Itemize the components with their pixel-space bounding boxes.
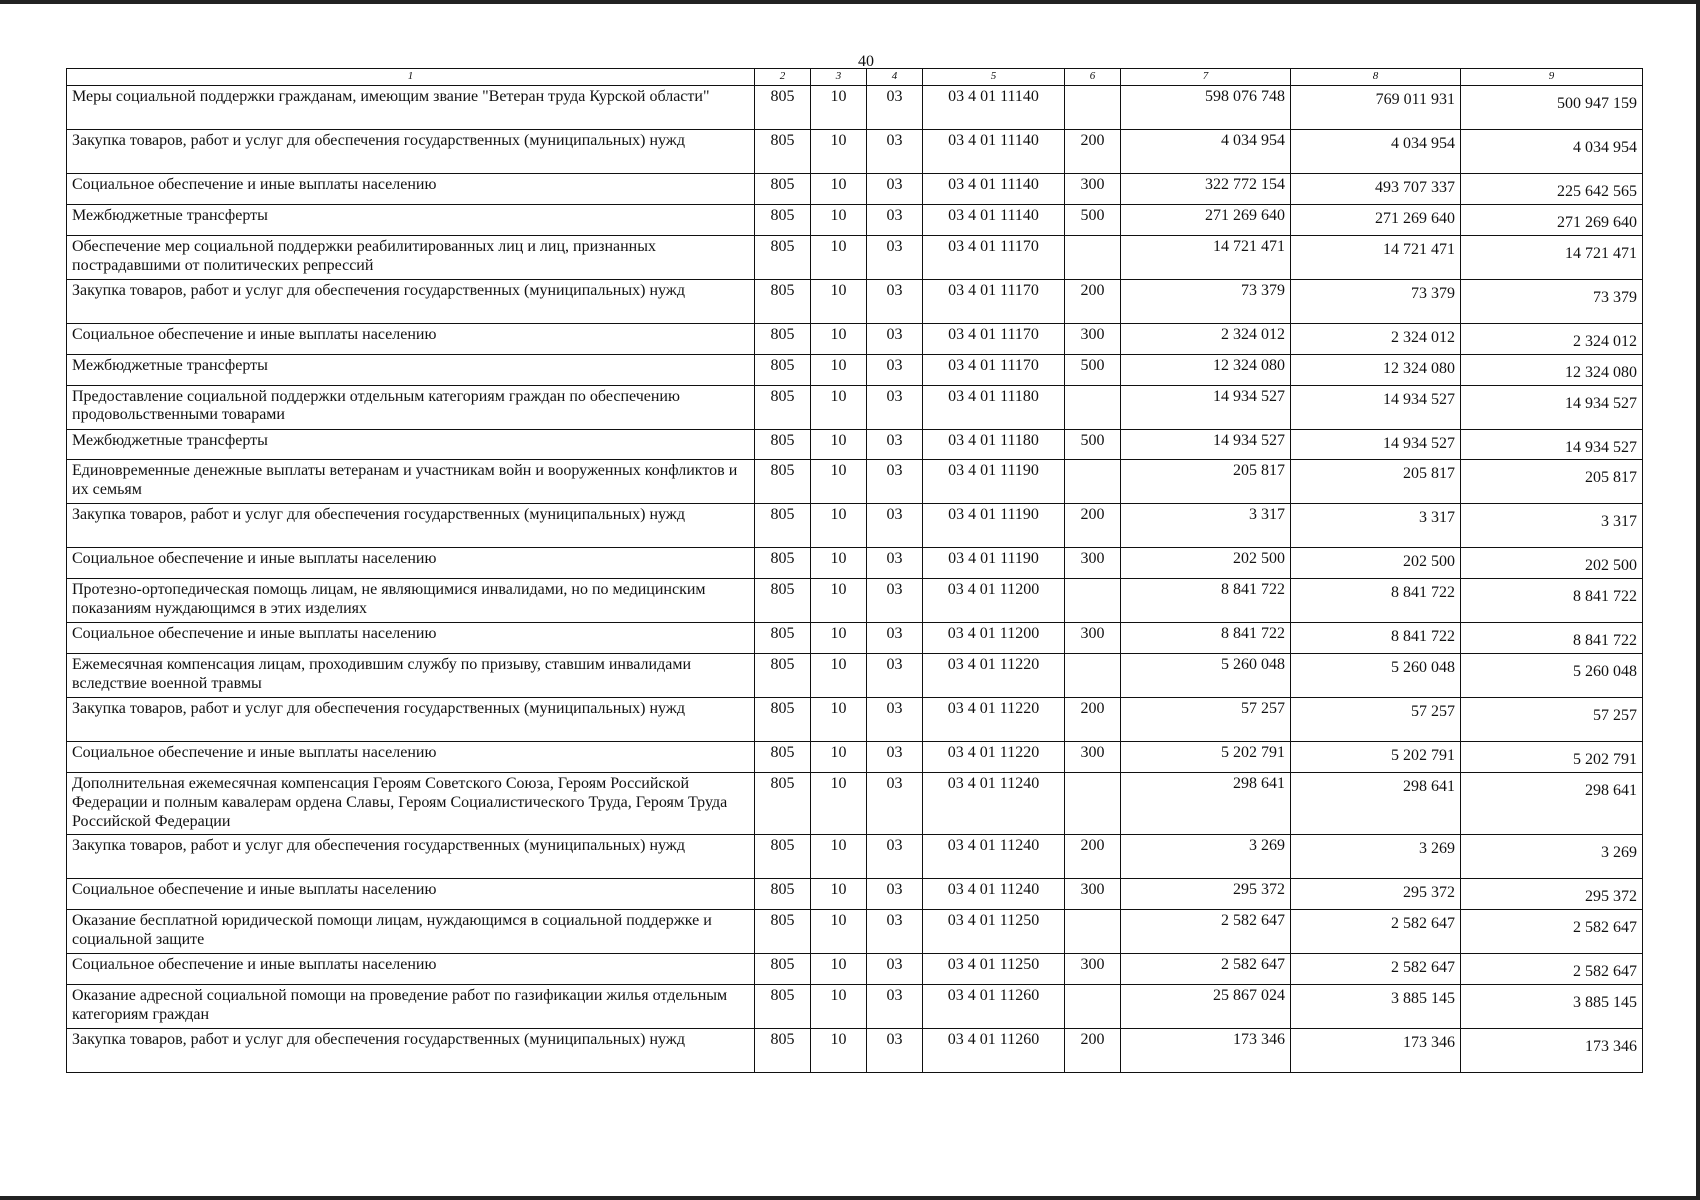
- amount-col9: 5 260 048: [1461, 654, 1643, 698]
- admin-code: 805: [755, 835, 811, 879]
- section-code: 10: [811, 548, 867, 579]
- admin-code: 805: [755, 654, 811, 698]
- admin-code: 805: [755, 460, 811, 504]
- expense-type-code: 300: [1065, 623, 1121, 654]
- amount-col7: 598 076 748: [1121, 86, 1291, 130]
- amount-col7: 14 934 527: [1121, 429, 1291, 460]
- col-header: 6: [1065, 69, 1121, 86]
- target-article-code: 03 4 01 11170: [923, 279, 1065, 323]
- table-row: [67, 86, 1643, 130]
- target-article-code: 03 4 01 11240: [923, 879, 1065, 910]
- amount-col7: 14 721 471: [1121, 235, 1291, 279]
- admin-code: 805: [755, 174, 811, 205]
- amount-col7: 57 257: [1121, 698, 1291, 742]
- table-row: [67, 773, 1643, 835]
- amount-col9: 271 269 640: [1461, 204, 1643, 235]
- target-article-code: 03 4 01 11140: [923, 130, 1065, 174]
- expense-type-code: 500: [1065, 429, 1121, 460]
- row-name: Социальное обеспечение и иные выплаты населению: [67, 548, 755, 579]
- table-row: [67, 504, 1643, 548]
- admin-code: 805: [755, 909, 811, 953]
- admin-code: 805: [755, 354, 811, 385]
- admin-code: 805: [755, 579, 811, 623]
- admin-code: 805: [755, 86, 811, 130]
- amount-col8: 12 324 080: [1291, 354, 1461, 385]
- table-row: [67, 130, 1643, 174]
- section-code: 10: [811, 909, 867, 953]
- amount-col7: 298 641: [1121, 773, 1291, 835]
- section-code: 10: [811, 385, 867, 429]
- budget-table: [66, 68, 1643, 1073]
- amount-col9: 2 582 647: [1461, 909, 1643, 953]
- expense-type-code: [1065, 654, 1121, 698]
- table-row: [67, 323, 1643, 354]
- amount-col8: 57 257: [1291, 698, 1461, 742]
- target-article-code: 03 4 01 11140: [923, 86, 1065, 130]
- expense-type-code: 500: [1065, 204, 1121, 235]
- section-code: 10: [811, 742, 867, 773]
- amount-col8: 3 317: [1291, 504, 1461, 548]
- table-body: [67, 86, 1643, 1073]
- section-code: 10: [811, 879, 867, 910]
- target-article-code: 03 4 01 11190: [923, 460, 1065, 504]
- amount-col7: 14 934 527: [1121, 385, 1291, 429]
- expense-type-code: [1065, 909, 1121, 953]
- amount-col8: 5 260 048: [1291, 654, 1461, 698]
- expense-type-code: 200: [1065, 130, 1121, 174]
- table-row: [67, 835, 1643, 879]
- table-row: [67, 879, 1643, 910]
- subsection-code: 03: [867, 460, 923, 504]
- target-article-code: 03 4 01 11250: [923, 953, 1065, 984]
- amount-col8: 73 379: [1291, 279, 1461, 323]
- admin-code: 805: [755, 130, 811, 174]
- row-name: Социальное обеспечение и иные выплаты населению: [67, 174, 755, 205]
- amount-col8: 5 202 791: [1291, 742, 1461, 773]
- amount-col8: 295 372: [1291, 879, 1461, 910]
- amount-col9: 8 841 722: [1461, 579, 1643, 623]
- section-code: 10: [811, 354, 867, 385]
- expense-type-code: [1065, 385, 1121, 429]
- amount-col7: 202 500: [1121, 548, 1291, 579]
- scan-edge-top: [0, 0, 1700, 4]
- table-row: [67, 984, 1643, 1028]
- amount-col8: 14 934 527: [1291, 429, 1461, 460]
- amount-col7: 2 582 647: [1121, 953, 1291, 984]
- amount-col8: 493 707 337: [1291, 174, 1461, 205]
- amount-col9: 2 582 647: [1461, 953, 1643, 984]
- target-article-code: 03 4 01 11170: [923, 354, 1065, 385]
- target-article-code: 03 4 01 11250: [923, 909, 1065, 953]
- target-article-code: 03 4 01 11240: [923, 773, 1065, 835]
- amount-col8: 3 885 145: [1291, 984, 1461, 1028]
- admin-code: 805: [755, 984, 811, 1028]
- subsection-code: 03: [867, 579, 923, 623]
- amount-col9: 3 317: [1461, 504, 1643, 548]
- target-article-code: 03 4 01 11190: [923, 504, 1065, 548]
- subsection-code: 03: [867, 623, 923, 654]
- section-code: 10: [811, 698, 867, 742]
- table-row: [67, 235, 1643, 279]
- expense-type-code: [1065, 579, 1121, 623]
- section-code: 10: [811, 279, 867, 323]
- expense-type-code: 300: [1065, 879, 1121, 910]
- table-row: [67, 279, 1643, 323]
- subsection-code: 03: [867, 879, 923, 910]
- row-name: Социальное обеспечение и иные выплаты населению: [67, 742, 755, 773]
- col-header: 9: [1461, 69, 1643, 86]
- col-header: 1: [67, 69, 755, 86]
- row-name: Социальное обеспечение и иные выплаты населению: [67, 879, 755, 910]
- section-code: 10: [811, 130, 867, 174]
- row-name: Оказание бесплатной юридической помощи лицам, нуждающимся в социальной поддержке и социальной защите: [67, 909, 755, 953]
- amount-col8: 202 500: [1291, 548, 1461, 579]
- column-number-row: [67, 69, 1643, 86]
- row-name: Закупка товаров, работ и услуг для обеспечения государственных (муниципальных) нужд: [67, 279, 755, 323]
- target-article-code: 03 4 01 11260: [923, 984, 1065, 1028]
- subsection-code: 03: [867, 698, 923, 742]
- admin-code: 805: [755, 429, 811, 460]
- scan-edge-bottom: [0, 1196, 1700, 1200]
- table-row: [67, 579, 1643, 623]
- subsection-code: 03: [867, 909, 923, 953]
- amount-col8: 8 841 722: [1291, 623, 1461, 654]
- target-article-code: 03 4 01 11140: [923, 174, 1065, 205]
- amount-col9: 500 947 159: [1461, 86, 1643, 130]
- amount-col7: 5 202 791: [1121, 742, 1291, 773]
- expense-type-code: 200: [1065, 279, 1121, 323]
- admin-code: 805: [755, 879, 811, 910]
- subsection-code: 03: [867, 235, 923, 279]
- col-header: 8: [1291, 69, 1461, 86]
- section-code: 10: [811, 86, 867, 130]
- expense-type-code: [1065, 86, 1121, 130]
- row-name: Социальное обеспечение и иные выплаты населению: [67, 323, 755, 354]
- target-article-code: 03 4 01 11220: [923, 654, 1065, 698]
- admin-code: 805: [755, 204, 811, 235]
- amount-col8: 205 817: [1291, 460, 1461, 504]
- subsection-code: 03: [867, 323, 923, 354]
- table-row: [67, 548, 1643, 579]
- row-name: Социальное обеспечение и иные выплаты населению: [67, 623, 755, 654]
- amount-col7: 173 346: [1121, 1028, 1291, 1072]
- section-code: 10: [811, 984, 867, 1028]
- admin-code: 805: [755, 623, 811, 654]
- target-article-code: 03 4 01 11200: [923, 579, 1065, 623]
- amount-col7: 3 317: [1121, 504, 1291, 548]
- amount-col9: 14 721 471: [1461, 235, 1643, 279]
- amount-col9: 14 934 527: [1461, 429, 1643, 460]
- section-code: 10: [811, 835, 867, 879]
- section-code: 10: [811, 323, 867, 354]
- subsection-code: 03: [867, 548, 923, 579]
- admin-code: 805: [755, 698, 811, 742]
- row-name: Межбюджетные трансферты: [67, 429, 755, 460]
- col-header: 2: [755, 69, 811, 86]
- target-article-code: 03 4 01 11140: [923, 204, 1065, 235]
- expense-type-code: 200: [1065, 835, 1121, 879]
- amount-col7: 295 372: [1121, 879, 1291, 910]
- col-header: 3: [811, 69, 867, 86]
- amount-col7: 2 582 647: [1121, 909, 1291, 953]
- amount-col9: 295 372: [1461, 879, 1643, 910]
- subsection-code: 03: [867, 953, 923, 984]
- table-row: [67, 1028, 1643, 1072]
- row-name: Межбюджетные трансферты: [67, 354, 755, 385]
- expense-type-code: 200: [1065, 504, 1121, 548]
- target-article-code: 03 4 01 11240: [923, 835, 1065, 879]
- target-article-code: 03 4 01 11190: [923, 548, 1065, 579]
- amount-col7: 4 034 954: [1121, 130, 1291, 174]
- expense-type-code: 300: [1065, 742, 1121, 773]
- amount-col8: 2 582 647: [1291, 909, 1461, 953]
- amount-col8: 271 269 640: [1291, 204, 1461, 235]
- amount-col9: 173 346: [1461, 1028, 1643, 1072]
- amount-col9: 8 841 722: [1461, 623, 1643, 654]
- admin-code: 805: [755, 953, 811, 984]
- amount-col9: 298 641: [1461, 773, 1643, 835]
- expense-type-code: 200: [1065, 1028, 1121, 1072]
- amount-col7: 8 841 722: [1121, 623, 1291, 654]
- amount-col8: 298 641: [1291, 773, 1461, 835]
- amount-col9: 14 934 527: [1461, 385, 1643, 429]
- subsection-code: 03: [867, 204, 923, 235]
- amount-col7: 271 269 640: [1121, 204, 1291, 235]
- amount-col7: 12 324 080: [1121, 354, 1291, 385]
- amount-col9: 205 817: [1461, 460, 1643, 504]
- row-name: Меры социальной поддержки гражданам, имеющим звание "Ветеран труда Курской области": [67, 86, 755, 130]
- amount-col7: 5 260 048: [1121, 654, 1291, 698]
- amount-col8: 769 011 931: [1291, 86, 1461, 130]
- row-name: Закупка товаров, работ и услуг для обеспечения государственных (муниципальных) нужд: [67, 835, 755, 879]
- row-name: Дополнительная ежемесячная компенсация Героям Советского Союза, Героям Российской Федерации и полным кавалерам ордена Славы, Героям Социалистического Труда, Героям Труда Российской Федерации: [67, 773, 755, 835]
- admin-code: 805: [755, 1028, 811, 1072]
- subsection-code: 03: [867, 835, 923, 879]
- expense-type-code: 300: [1065, 323, 1121, 354]
- table-row: [67, 174, 1643, 205]
- subsection-code: 03: [867, 654, 923, 698]
- section-code: 10: [811, 1028, 867, 1072]
- amount-col7: 2 324 012: [1121, 323, 1291, 354]
- amount-col9: 202 500: [1461, 548, 1643, 579]
- target-article-code: 03 4 01 11180: [923, 385, 1065, 429]
- target-article-code: 03 4 01 11200: [923, 623, 1065, 654]
- scan-edge-right: [1696, 0, 1700, 1200]
- row-name: Социальное обеспечение и иные выплаты населению: [67, 953, 755, 984]
- col-header: 5: [923, 69, 1065, 86]
- expense-type-code: [1065, 984, 1121, 1028]
- amount-col7: 73 379: [1121, 279, 1291, 323]
- section-code: 10: [811, 204, 867, 235]
- table-row: [67, 204, 1643, 235]
- section-code: 10: [811, 579, 867, 623]
- amount-col8: 14 721 471: [1291, 235, 1461, 279]
- table-row: [67, 698, 1643, 742]
- target-article-code: 03 4 01 11220: [923, 698, 1065, 742]
- subsection-code: 03: [867, 86, 923, 130]
- page-number: 40: [858, 53, 874, 70]
- expense-type-code: 200: [1065, 698, 1121, 742]
- row-name: Обеспечение мер социальной поддержки реабилитированных лиц и лиц, признанных пострадавшими от политических репрессий: [67, 235, 755, 279]
- row-name: Ежемесячная компенсация лицам, проходившим службу по призыву, ставшим инвалидами вследствие военной травмы: [67, 654, 755, 698]
- section-code: 10: [811, 953, 867, 984]
- target-article-code: 03 4 01 11220: [923, 742, 1065, 773]
- target-article-code: 03 4 01 11180: [923, 429, 1065, 460]
- admin-code: 805: [755, 773, 811, 835]
- expense-type-code: 300: [1065, 548, 1121, 579]
- amount-col7: 25 867 024: [1121, 984, 1291, 1028]
- col-header: 7: [1121, 69, 1291, 86]
- subsection-code: 03: [867, 1028, 923, 1072]
- row-name: Закупка товаров, работ и услуг для обеспечения государственных (муниципальных) нужд: [67, 698, 755, 742]
- expense-type-code: [1065, 460, 1121, 504]
- expense-type-code: 500: [1065, 354, 1121, 385]
- admin-code: 805: [755, 385, 811, 429]
- row-name: Закупка товаров, работ и услуг для обеспечения государственных (муниципальных) нужд: [67, 1028, 755, 1072]
- target-article-code: 03 4 01 11170: [923, 235, 1065, 279]
- admin-code: 805: [755, 742, 811, 773]
- table-row: [67, 909, 1643, 953]
- amount-col9: 12 324 080: [1461, 354, 1643, 385]
- row-name: Закупка товаров, работ и услуг для обеспечения государственных (муниципальных) нужд: [67, 130, 755, 174]
- amount-col9: 5 202 791: [1461, 742, 1643, 773]
- subsection-code: 03: [867, 130, 923, 174]
- amount-col9: 73 379: [1461, 279, 1643, 323]
- section-code: 10: [811, 654, 867, 698]
- col-header: 4: [867, 69, 923, 86]
- admin-code: 805: [755, 323, 811, 354]
- admin-code: 805: [755, 504, 811, 548]
- amount-col8: 4 034 954: [1291, 130, 1461, 174]
- amount-col8: 173 346: [1291, 1028, 1461, 1072]
- admin-code: 805: [755, 235, 811, 279]
- amount-col7: 205 817: [1121, 460, 1291, 504]
- amount-col8: 8 841 722: [1291, 579, 1461, 623]
- amount-col9: 57 257: [1461, 698, 1643, 742]
- section-code: 10: [811, 460, 867, 504]
- amount-col8: 14 934 527: [1291, 385, 1461, 429]
- admin-code: 805: [755, 279, 811, 323]
- target-article-code: 03 4 01 11170: [923, 323, 1065, 354]
- table-row: [67, 654, 1643, 698]
- row-name: Оказание адресной социальной помощи на проведение работ по газификации жилья отдельным категориям граждан: [67, 984, 755, 1028]
- row-name: Протезно-ортопедическая помощь лицам, не являющимися инвалидами, но по медицинским показаниям нуждающимся в этих изделиях: [67, 579, 755, 623]
- subsection-code: 03: [867, 385, 923, 429]
- section-code: 10: [811, 429, 867, 460]
- amount-col8: 2 582 647: [1291, 953, 1461, 984]
- amount-col8: 2 324 012: [1291, 323, 1461, 354]
- expense-type-code: [1065, 235, 1121, 279]
- expense-type-code: 300: [1065, 174, 1121, 205]
- table-row: [67, 742, 1643, 773]
- section-code: 10: [811, 623, 867, 654]
- amount-col9: 3 269: [1461, 835, 1643, 879]
- admin-code: 805: [755, 548, 811, 579]
- section-code: 10: [811, 235, 867, 279]
- expense-type-code: 300: [1065, 953, 1121, 984]
- subsection-code: 03: [867, 504, 923, 548]
- row-name: Закупка товаров, работ и услуг для обеспечения государственных (муниципальных) нужд: [67, 504, 755, 548]
- row-name: Единовременные денежные выплаты ветеранам и участникам войн и вооруженных конфликтов и их семьям: [67, 460, 755, 504]
- amount-col9: 225 642 565: [1461, 174, 1643, 205]
- amount-col7: 3 269: [1121, 835, 1291, 879]
- section-code: 10: [811, 504, 867, 548]
- subsection-code: 03: [867, 279, 923, 323]
- table-row: [67, 460, 1643, 504]
- subsection-code: 03: [867, 742, 923, 773]
- table-row: [67, 953, 1643, 984]
- amount-col7: 322 772 154: [1121, 174, 1291, 205]
- amount-col9: 3 885 145: [1461, 984, 1643, 1028]
- subsection-code: 03: [867, 174, 923, 205]
- subsection-code: 03: [867, 984, 923, 1028]
- subsection-code: 03: [867, 354, 923, 385]
- section-code: 10: [811, 174, 867, 205]
- table-row: [67, 385, 1643, 429]
- amount-col7: 8 841 722: [1121, 579, 1291, 623]
- target-article-code: 03 4 01 11260: [923, 1028, 1065, 1072]
- subsection-code: 03: [867, 773, 923, 835]
- section-code: 10: [811, 773, 867, 835]
- expense-type-code: [1065, 773, 1121, 835]
- amount-col9: 4 034 954: [1461, 130, 1643, 174]
- table-row: [67, 354, 1643, 385]
- amount-col9: 2 324 012: [1461, 323, 1643, 354]
- table-row: [67, 429, 1643, 460]
- table-row: [67, 623, 1643, 654]
- amount-col8: 3 269: [1291, 835, 1461, 879]
- row-name: Межбюджетные трансферты: [67, 204, 755, 235]
- row-name: Предоставление социальной поддержки отдельным категориям граждан по обеспечению продовольственными товарами: [67, 385, 755, 429]
- subsection-code: 03: [867, 429, 923, 460]
